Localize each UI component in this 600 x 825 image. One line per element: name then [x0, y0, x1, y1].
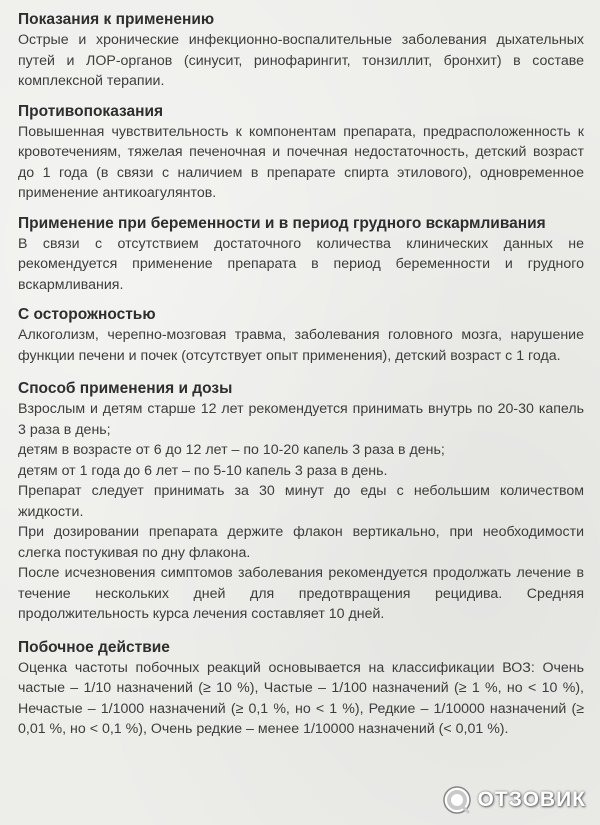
section-paragraph: Взрослым и детям старше 12 лет рекомендуется принимать внутрь по 20-30 капель 3 раза в день; [18, 401, 584, 438]
section-paragraph: Алкоголизм, черепно-мозговая травма, заболевания головного мозга, нарушение функции печени и почек (отсутствует опыт применения), детский возраст с 1 года. [18, 327, 584, 364]
section-contraindications [18, 102, 584, 204]
section-paragraph: Острые и хронические инфекционно-воспалительные заболевания дыхательных путей и ЛОР-органов (синусит, ринофарингит, тонзиллит, бронхит) в составе комплексной терапии. [18, 32, 584, 89]
section-paragraph: Оценка частоты побочных реакций основывается на классификации ВОЗ: Очень частые – 1/10 назначений (≥ 10 %), Частые – 1/100 назначений (≥ 1 %, но < 10 %), Нечастые – 1/1000 назначений (≥ 0,1 %, но < 1 %), Редкие – 1/10000 назначений (≥ 0,01 %, но < 0,1 %), Очень редкие – менее 1/10000 назначений (< 0,01 %). [18, 659, 584, 737]
otzovik-logo-icon [442, 785, 472, 815]
instruction-document [18, 10, 584, 740]
section-heading: Побочное действие [18, 638, 170, 656]
section-heading: Противопоказания [18, 102, 164, 120]
section-heading: Применение при беременности и в период грудного вскармливания [18, 214, 546, 232]
section-heading: Показания к применению [18, 11, 215, 28]
section-paragraph: детям в возрасте от 6 до 12 лет – по 10-20 капель 3 раза в день; [18, 442, 445, 458]
section-paragraph: При дозировании препарата держите флакон вертикально, при необходимости слегка постукивая по дну флакона. [18, 524, 584, 561]
section-dosage [18, 379, 584, 625]
section-paragraph: Повышенная чувствительность к компонентам препарата, предрасположенность к кровотечениям, тяжелая печеночная и почечная недостаточность, детский возраст до 1 года (в связи с наличием в препарате спирта этилового), одновременное применение антикоагулянтов. [18, 123, 584, 201]
section-caution [18, 305, 584, 366]
section-side-effects [18, 638, 584, 740]
section-pregnancy [18, 214, 584, 296]
section-paragraph: детям от 1 года до 6 лет – по 5-10 капель 3 раза в день. [18, 462, 388, 479]
otzovik-watermark [442, 785, 586, 815]
watermark-text: ОТЗОВИК [477, 788, 586, 811]
section-paragraph: Препарат следует принимать за 30 минут до еды с небольшим количеством жидкости. [18, 483, 584, 520]
section-indications [18, 10, 584, 92]
section-heading: Способ применения и дозы [18, 380, 233, 397]
section-heading: С осторожностью [18, 306, 156, 323]
section-paragraph: После исчезновения симптомов заболевания рекомендуется продолжать лечение в течение нескольких дней для предотвращения рецидива. Средняя продолжительность курса лечения составляет 10 дней. [18, 565, 584, 622]
section-paragraph: В связи с отсутствием достаточного количества клинических данных не рекомендуется применение препарата в период беременности и грудного вскармливания. [18, 235, 584, 293]
